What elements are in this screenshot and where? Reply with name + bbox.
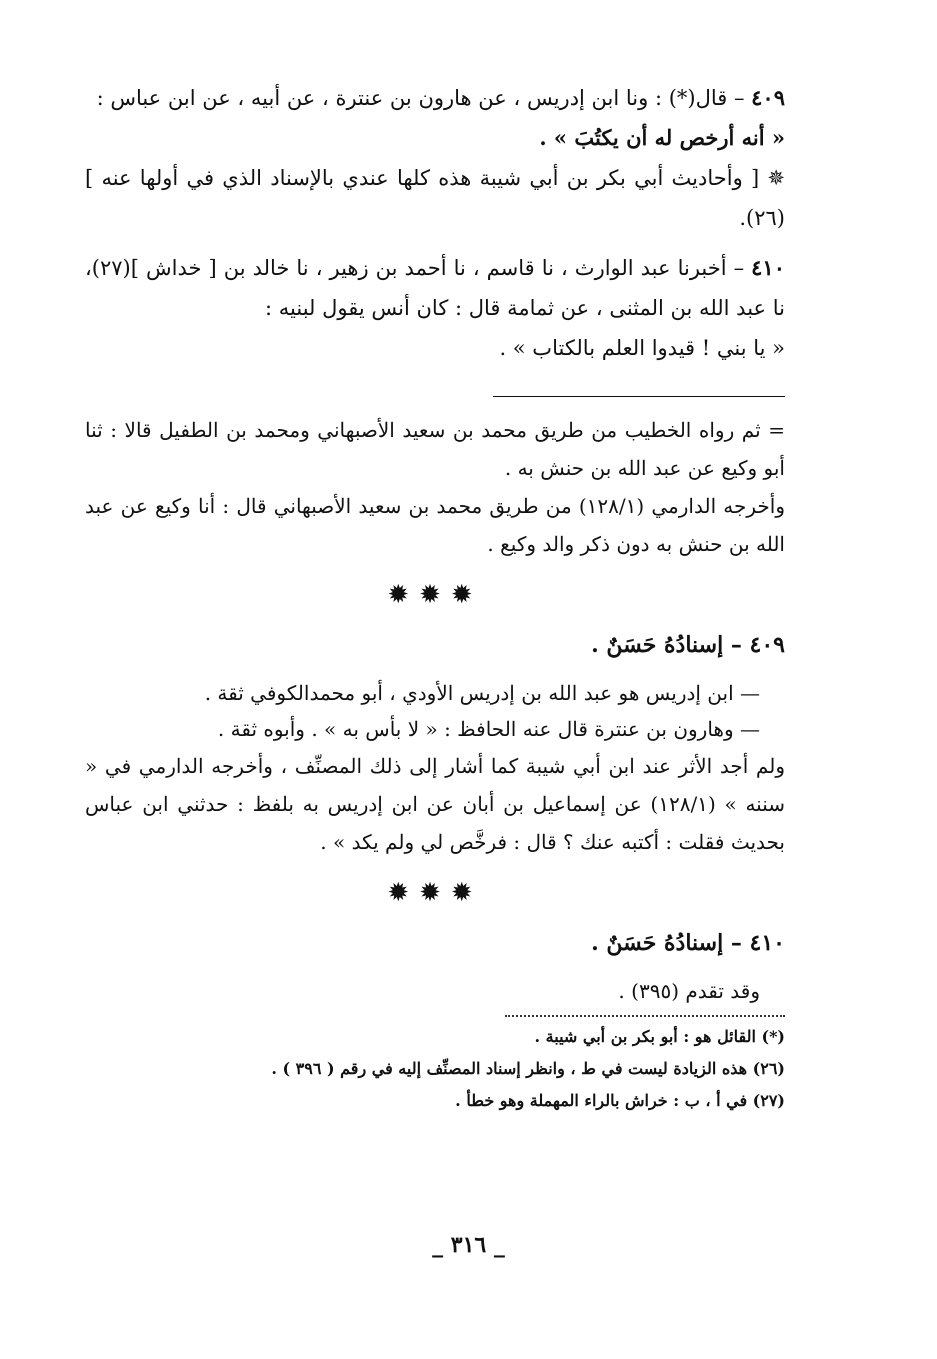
commentary-darimi: وأخرجه الدارمي (١٢٨/١) من طريق محمد بن سعيد الأصبهاني قال : أنا وكيع عن عبد الله بن حنش به دون ذكر والد وكيع . bbox=[85, 494, 785, 556]
hadith-409-text: – قال(*) : ونا ابن إدريس ، عن هارون بن عنترة ، عن أبيه ، عن ابن عباس : bbox=[96, 86, 752, 110]
section-divider bbox=[493, 396, 785, 397]
page-number: _ ٣١٦ _ bbox=[432, 1232, 505, 1258]
hadith-409-number: ٤٠٩ bbox=[751, 85, 785, 110]
commentary-continued: = ثم رواه الخطيب من طريق محمد بن سعيد الأصبهاني ومحمد بن الطفيل قالا : ثنا أبو وكيع عن عبد الله بن حنش به . bbox=[85, 418, 785, 480]
hadith-410-quote: « يا بني ! قيدوا العلم بالكتاب » . bbox=[499, 336, 785, 360]
footnote-26: (٢٦) هذه الزيادة ليست في ط ، وانظر إسناد المصنِّف إليه في رقم ( ٣٩٦ ) . bbox=[271, 1059, 785, 1078]
grading-409-line-1: — ابن إدريس هو عبد الله بن إدريس الأودي ، أبو محمدالكوفي ثقة . bbox=[204, 681, 760, 705]
star-note: ✵ [ وأحاديث أبي بكر بن أبي شيبة هذه كلها عندي بالإسناد الذي في أولها عنه ](٢٦). bbox=[85, 166, 785, 230]
grading-409-heading: ٤٠٩ – إسنادُهُ حَسَنٌ . bbox=[591, 632, 785, 658]
grading-409-line-2: — وهارون بن عنترة قال عنه الحافظ : « لا بأس به » . وأبوه ثقة . bbox=[217, 717, 760, 741]
commentary bbox=[85, 411, 785, 1009]
grading-409-line-3: ولم أجد الأثر عند ابن أبي شيبة كما أشار إلى ذلك المصنِّف ، وأخرجه الدارمي في « سننه » (١٢٨/١) عن إسماعيل بن أبان عن ابن إدريس به بلفظ : حدثني ابن عباس بحديث فقلت : أكتبه عنك ؟ قال : فرخَّص لي ولم يكد » . bbox=[85, 754, 785, 854]
hadith-409 bbox=[85, 78, 785, 118]
grading-410-line-1: وقد تقدم (٣٩٥) . bbox=[618, 979, 760, 1003]
footnote-27: (٢٧) في أ ، ب : خراش بالراء المهملة وهو خطأ . bbox=[455, 1091, 785, 1110]
hadith-410-text: – أخبرنا عبد الوارث ، نا قاسم ، نا أحمد بن زهير ، نا خالد بن [ خداش ](٢٧)، نا عبد الله بن المثنى ، عن ثمامة قال : كان أنس يقول لبنيه : bbox=[85, 256, 785, 320]
hadith-410 bbox=[85, 248, 785, 328]
footnote-1: (*) القائل هو : أبو بكر بن أبي شيبة . bbox=[534, 1027, 785, 1046]
stars-separator-2: ✹✹✹ bbox=[387, 878, 483, 908]
page-body bbox=[85, 78, 785, 1117]
grading-410-heading: ٤١٠ – إسنادُهُ حَسَنٌ . bbox=[591, 930, 785, 956]
footnote-separator bbox=[505, 1015, 785, 1017]
hadith-410-number: ٤١٠ bbox=[751, 255, 785, 280]
stars-separator: ✹✹✹ bbox=[387, 580, 483, 610]
hadith-409-quote: « أنه أرخص له أن يكتُبَ » . bbox=[539, 125, 785, 150]
